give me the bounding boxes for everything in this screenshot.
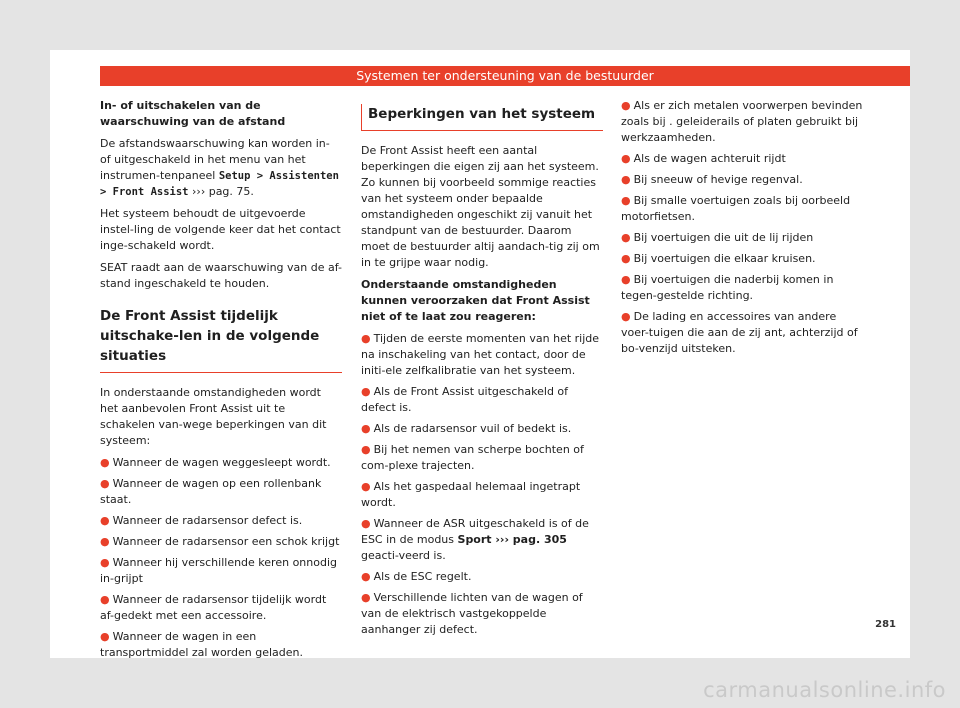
section-title-limitations: Beperkingen van het systeem [361,104,603,131]
list-item: ● Bij het nemen van scherpe bochten of com-plexe trajecten. [361,443,584,472]
bullet-icon: ● [100,535,110,548]
page-header: Systemen ter ondersteuning van de bestuurder [100,66,910,86]
list-item: ● Als de ESC regelt. [361,570,472,583]
list-item: ● Als er zich metalen voorwerpen bevinden zoals bij . geleiderails of platen gebruikt bij werkzaamheden. [621,99,863,144]
bullet-icon: ● [361,480,371,493]
list-item: ● Wanneer de radarsensor tijdelijk wordt af-gedekt met een accessoire. [100,593,327,622]
bullet-icon: ● [361,332,371,345]
bullet-icon: ● [361,570,371,583]
bullet-icon: ● [100,593,110,606]
bullet-icon: ● [361,385,371,398]
bullet-icon: ● [361,422,371,435]
bullet-icon: ● [100,456,110,469]
paragraph-menu [100,136,342,200]
manual-page [50,50,910,658]
list-item: ● Wanneer de wagen in een transportmiddel zal worden geladen. [100,630,303,659]
paragraph-retain-setting: Het systeem behoudt de uitgevoerde instel-ling de volgende keer dat het contact inge-schakeld wordt. [100,207,341,252]
paragraph-recommendation: SEAT raadt aan de waarschuwing van de af-stand ingeschakeld te houden. [100,261,342,290]
subheading-distance-warning: In- of uitschakelen van de waarschuwing van de afstand [100,99,286,128]
list-item: ● Wanneer de wagen weggesleept wordt. [100,456,331,469]
list-item: ● Als de wagen achteruit rijdt [621,152,786,165]
menu-intro-text: De afstandswaarschuwing kan worden in- of uitgeschakeld in het menu van het instrumen-tenpaneel [100,137,330,182]
list-item: ● Als de Front Assist uitgeschakeld of defect is. [361,385,569,414]
page-number: 281 [875,619,896,630]
list-item: ● De lading en accessoires van andere voer-tuigen die aan de zij ant, achterzijd of bo-venzijd uitsteken. [621,310,858,355]
bullet-icon: ● [621,252,631,265]
bullet-icon: ● [361,443,371,456]
page-reference-link[interactable]: ››› pag. 75. [192,185,254,198]
list-item: ● Bij smalle voertuigen zoals bij oorbeeld motorfietsen. [621,194,851,223]
list-item: ● Bij voertuigen die uit de lij rijden [621,231,814,244]
list-item: ● Wanneer de radarsensor defect is. [100,514,303,527]
bullet-icon: ● [621,152,631,165]
column-1 [100,98,342,666]
list-item: ● Wanneer hij verschillende keren onnodig in-grijpt [100,556,337,585]
menu-path: Setup > Assistenten > Front Assist [100,170,339,198]
section-title-temporarily-disable: De Front Assist tijdelijk uitschake-len in de volgende situaties [100,306,342,373]
bullet-icon: ● [621,194,631,207]
list-item: ● Wanneer de radarsensor een schok krijgt [100,535,340,548]
sport-mode-reference-link[interactable]: Sport ››› pag. 305 [457,533,567,546]
bullet-icon: ● [621,99,631,112]
bullet-icon: ● [100,556,110,569]
bullet-icon: ● [361,591,371,604]
list-item: ● Verschillende lichten van de wagen of van de elektrisch vastgekoppelde aanhanger zij defect. [361,591,583,636]
bullet-icon: ● [621,310,631,323]
list-item: ● Bij voertuigen die elkaar kruisen. [621,252,816,265]
bullet-icon: ● [621,173,631,186]
subheading-late-reaction: Onderstaande omstandigheden kunnen veroorzaken dat Front Assist niet of te laat zou reageren: [361,278,590,323]
list-item: ● Als het gaspedaal helemaal ingetrapt wordt. [361,480,581,509]
bullet-icon: ● [621,231,631,244]
list-item: ● Bij sneeuw of hevige regenval. [621,173,803,186]
list-item: ● Bij voertuigen die naderbij komen in tegen-gestelde richting. [621,273,834,302]
paragraph-limitations: De Front Assist heeft een aantal beperkingen die eigen zij aan het systeem. Zo kunnen bij voorbeeld sommige reacties van het systeem onder bepaalde omstandigheden ongeschikt zij vanuit het standpunt van de bestuurder. Daarom moet de bestuurder altij aandach-tig zij om in te grijpe waar nodig. [361,144,600,269]
list-item-asr: ● Wanneer de ASR uitgeschakeld is of de ESC in de modus Sport ››› pag. 305 geacti-veerd is. [361,517,589,562]
bullet-icon: ● [100,630,110,643]
column-3 [621,98,863,362]
list-item: ● Wanneer de wagen op een rollenbank staat. [100,477,322,506]
column-2 [361,98,603,643]
list-item: ● Tijden de eerste momenten van het rijde na inschakeling van het contact, door de initi-ele zelfkalibratie van het systeem. [361,332,600,377]
bullet-icon: ● [100,514,110,527]
watermark: carmanualsonline.info [703,678,946,702]
bullet-icon: ● [361,517,371,530]
bullet-icon: ● [100,477,110,490]
list-item: ● Als de radarsensor vuil of bedekt is. [361,422,572,435]
paragraph-intro-situations: In onderstaande omstandigheden wordt het aanbevolen Front Assist uit te schakelen van-wege beperkingen van dit systeem: [100,386,327,447]
bullet-icon: ● [621,273,631,286]
